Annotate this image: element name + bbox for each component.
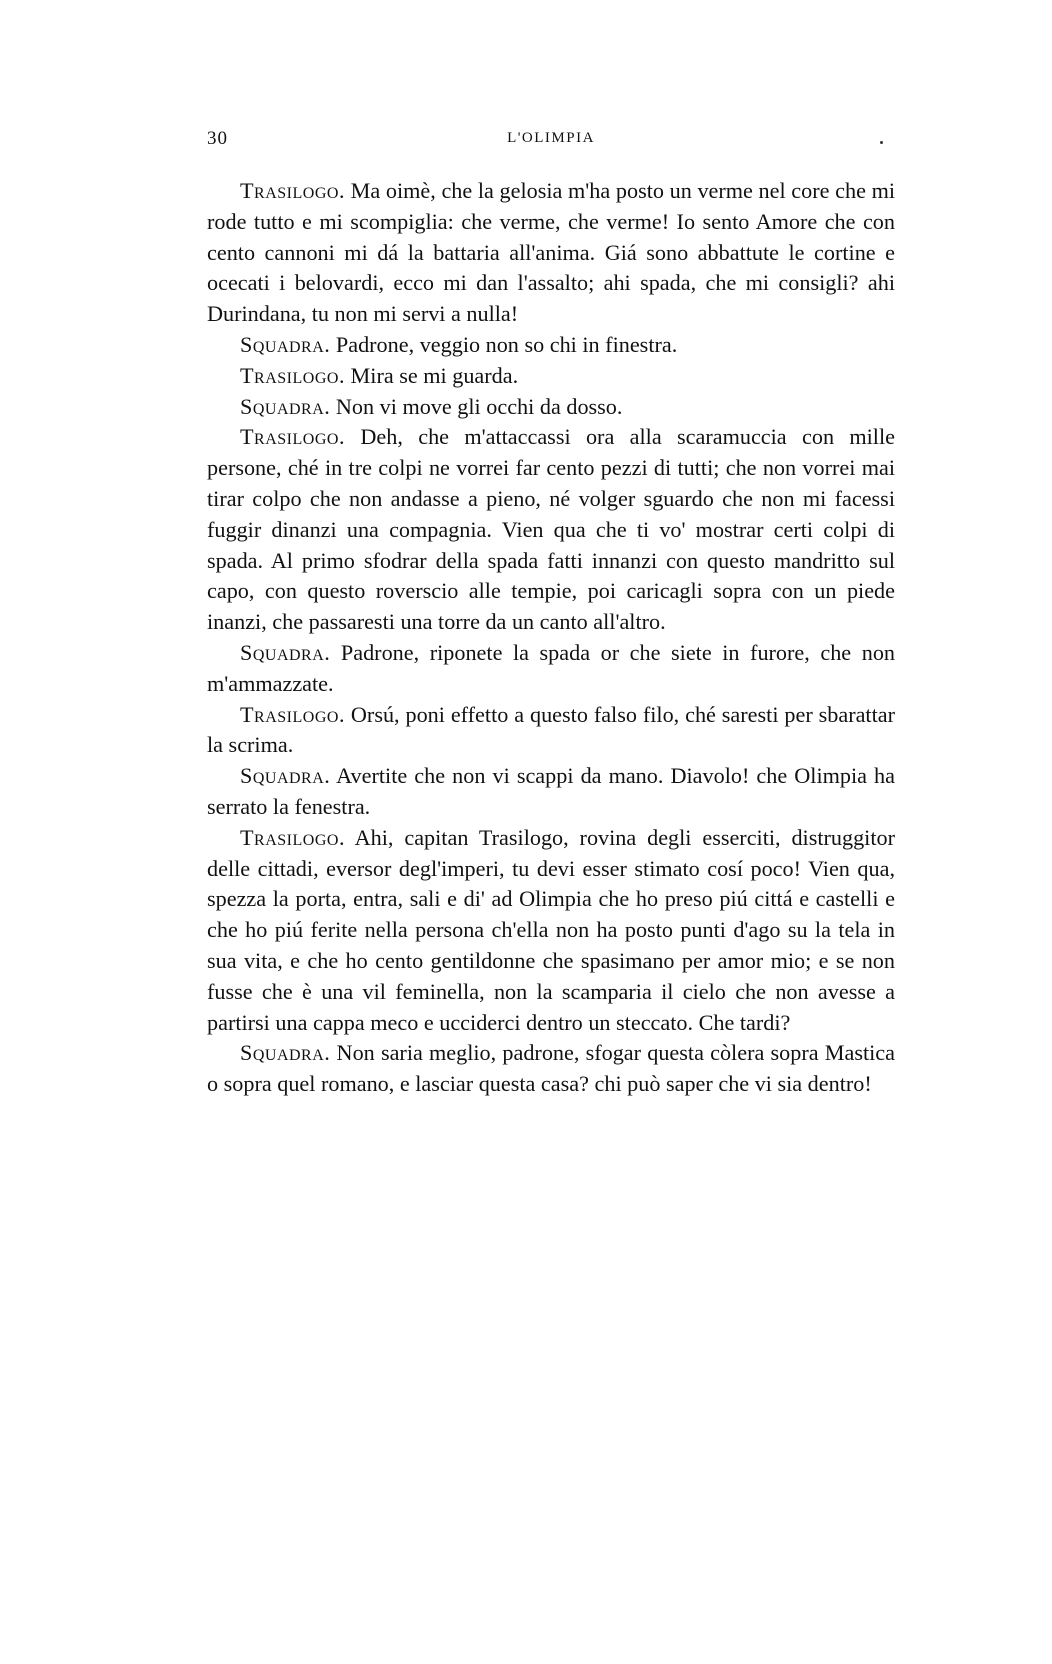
print-speck: [880, 141, 883, 144]
dialogue-paragraph: [207, 361, 895, 392]
speaker-name: Trasilogo.: [240, 824, 345, 850]
dialogue-paragraph: [207, 761, 895, 823]
dialogue-paragraph: [207, 638, 895, 700]
dialogue-paragraph: [207, 176, 895, 330]
dialogue-paragraph: [207, 392, 895, 423]
dialogue-paragraph: [207, 1038, 895, 1100]
page-number: 30: [207, 128, 228, 149]
speaker-name: Squadra.: [240, 639, 331, 665]
speech-text: Padrone, veggio non so chi in finestra.: [330, 331, 678, 357]
speech-text: Ahi, capitan Trasilogo, rovina degli esserciti, distruggitor delle cittadi, eversor degl'imperi, tu devi esser stimato cosí poco! Vien qua, spezza la porta, entra, sali e di' ad Olimpia che ho preso piú cittá e castelli e che ho piú ferite nella persona ch'ella non ha posto punti d'ago su la tela in sua vita, e che ho cento gentildonne che spasimano per amor mio; e se non fusse che è una vil feminella, non la scamparia il cielo che non avesse a partirsi una cappa meco e ucciderci dentro un steccato. Che tardi?: [207, 824, 895, 1035]
speech-text: Orsú, poni effetto a questo falso filo, ché saresti per sbarattar la scrima.: [207, 701, 895, 758]
speech-text: Deh, che m'attaccassi ora alla scaramuccia con mille persone, ché in tre colpi ne vorrei far cento pezzi di tutti; che non vorrei mai tirar colpo che non andasse a pieno, né volger sguardo che non mi facessi fuggir dinanzi una compagnia. Vien qua che ti vo' mostrar certi colpi di spada. Al primo sfodrar della spada fatti innanzi con questo mandritto sul capo, con questo roverscio alle tempie, poi caricagli sopra con un piede inanzi, che passaresti una torre da un canto all'altro.: [207, 424, 895, 635]
speech-text: Mira se mi guarda.: [345, 362, 519, 388]
speech-text: Padrone, riponete la spada or che siete in furore, che non m'ammazzate.: [207, 639, 895, 696]
speaker-name: Squadra.: [240, 393, 331, 419]
speaker-name: Squadra.: [240, 1040, 331, 1066]
speech-text: Ma oimè, che la gelosia m'ha posto un verme nel core che mi rode tutto e mi scompiglia: che verme, che verme! Io sento Amore che con cento cannoni mi dá la battaria all'anima. Giá sono abbattute le cortine e ocecati i belovardi, ecco mi dan l'assalto; ahi spada, che mi consigli? ahi Durindana, tu non mi servi a nulla!: [207, 178, 895, 327]
speech-text: Non vi move gli occhi da dosso.: [330, 393, 623, 419]
speaker-name: Squadra.: [240, 763, 331, 789]
speech-text: Avertite che non vi scappi da mano. Diavolo! che Olimpia ha serrato la fenestra.: [207, 763, 895, 819]
dialogue-paragraph: [207, 823, 895, 1039]
speaker-name: Trasilogo.: [240, 701, 345, 727]
dialogue-paragraph: [207, 330, 895, 361]
page-body: [207, 176, 895, 1100]
running-title: L'OLIMPIA: [507, 130, 595, 146]
speaker-name: Trasilogo.: [240, 178, 345, 203]
speaker-name: Trasilogo.: [240, 362, 345, 388]
speaker-name: Trasilogo.: [240, 424, 345, 450]
speech-text: Non saria meglio, padrone, sfogar questa còlera sopra Mastica o sopra quel romano, e lasciar questa casa? chi può saper che vi sia dentro!: [207, 1040, 895, 1097]
dialogue-paragraph: [207, 422, 895, 638]
speaker-name: Squadra.: [240, 331, 331, 357]
dialogue-paragraph: [207, 700, 895, 762]
